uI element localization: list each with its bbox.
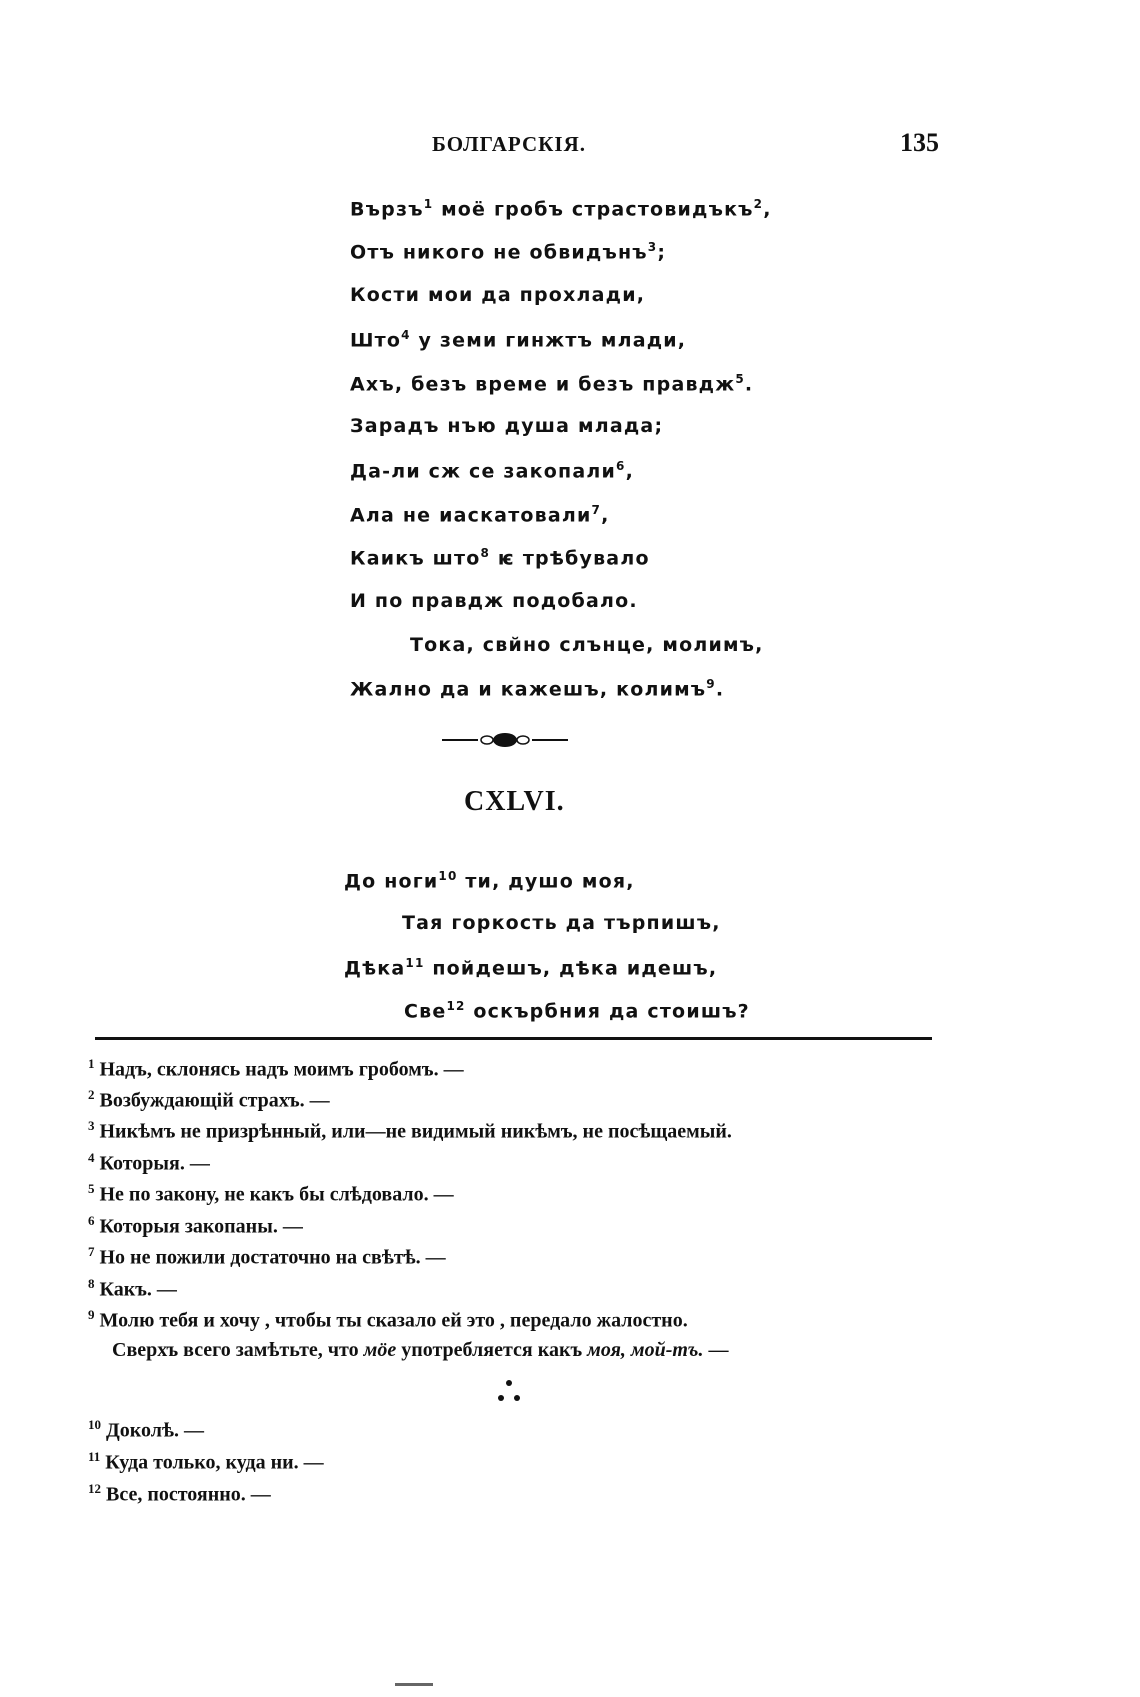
verse-line: Тока, свйно слънце, молимъ,: [410, 634, 764, 656]
verse-line: Дѣка$^{11}$ пойдешъ, дѣка идешъ,: [344, 956, 718, 980]
asterism-icon: [496, 1378, 522, 1404]
footnote: $^4$ Которыя. —: [88, 1150, 210, 1175]
verse-line: Тая горкость да търпишъ,: [402, 912, 721, 934]
verse-line: До ноги$^{10}$ ти, душо моя,: [344, 869, 635, 893]
footnote-continuation: Сверхъ всего замѣтьте, что мӧе употребляется какъ моя, мой-тъ. —: [112, 1339, 729, 1361]
verse-line: Каикъ што$^8$ ѥ трѣбувало: [350, 546, 650, 570]
footnote: $^6$ Которыя закопаны. —: [88, 1213, 303, 1238]
verse-line: И по правдж подобало.: [350, 590, 638, 612]
verse-line: Све$^{12}$ оскърбния да стоишъ?: [404, 999, 750, 1023]
footnote: $^{11}$ Куда только, куда ни. —: [88, 1449, 324, 1474]
scan-mark: [395, 1683, 433, 1686]
footnote: $^5$ Не по закону, не какъ бы слѣдовало. —: [88, 1181, 454, 1206]
footnote: $^1$ Надъ, склонясь надъ моимъ гробомъ. —: [88, 1056, 464, 1081]
verse-line: Ахъ, безъ време и безъ правдж$^5$.: [350, 372, 754, 396]
verse-line: Отъ никого не обвидънъ$^3$;: [350, 240, 667, 264]
footnote-rule: [95, 1037, 932, 1040]
verse-line: Вързъ$^1$ моё гробъ страстовидъкъ$^2$,: [350, 197, 772, 221]
section-title: CXLVI.: [464, 786, 565, 817]
page-number: 135: [900, 128, 939, 157]
verse-line: Ала не иаскатовали$^7$,: [350, 503, 610, 527]
footnote: $^2$ Возбуждающій страхъ. —: [88, 1087, 330, 1112]
footnote: $^8$ Какъ. —: [88, 1276, 177, 1301]
footnote: $^9$ Молю тебя и хочу , чтобы ты сказало ей это , передало жалостно.: [88, 1307, 688, 1332]
verse-line: Кости мои да прохлади,: [350, 284, 646, 306]
footnote: $^{12}$ Все, постоянно. —: [88, 1481, 271, 1506]
running-title: БОЛГАРСКІЯ.: [432, 132, 586, 156]
footnote: $^{10}$ Доколѣ. —: [88, 1417, 204, 1442]
verse-line: Зарадъ нъю душа млада;: [350, 415, 664, 437]
ornament-divider-icon: [440, 730, 570, 750]
footnote: $^7$ Но не пожили достаточно на свѣтѣ. —: [88, 1244, 446, 1269]
verse-line: Што$^4$ у земи гинжтъ млади,: [350, 328, 687, 352]
footnote: $^3$ Никѣмъ не призрѣнный, или—не видимый никѣмъ, не посѣщаемый.: [88, 1118, 732, 1143]
verse-line: Да-ли сж се закопали$^6$,: [350, 459, 634, 483]
verse-line: Жално да и кажешъ, колимъ$^9$.: [350, 677, 725, 701]
